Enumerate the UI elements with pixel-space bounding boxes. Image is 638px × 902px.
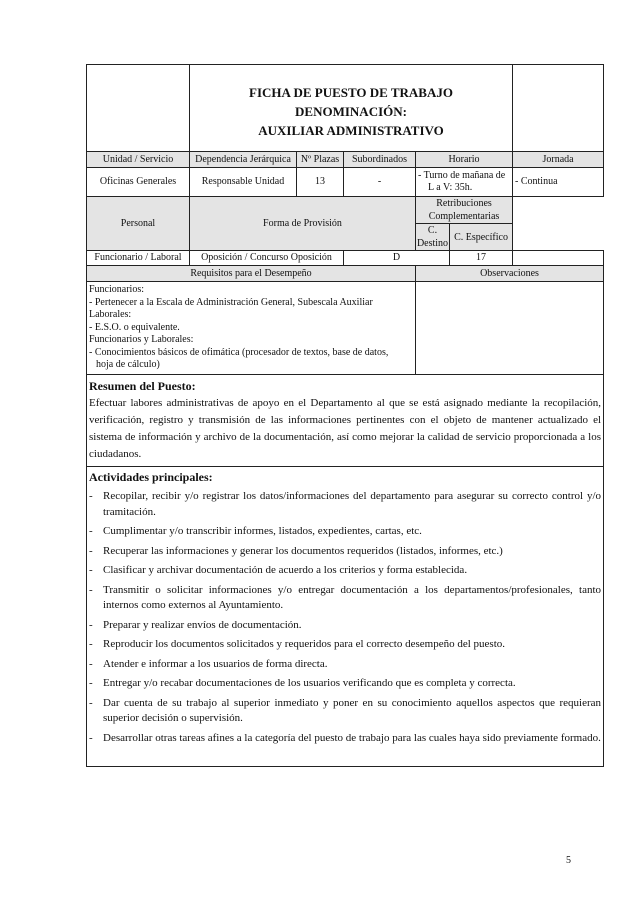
- activity-text: Atender e informar a los usuarios de forma directa.: [103, 657, 328, 670]
- activity-text: Recuperar las informaciones y generar los documentos requeridos (listados, informes, etc.): [103, 544, 503, 557]
- val-plazas: 13: [297, 168, 344, 197]
- hdr-retribuciones: Retribuciones Complementarias: [416, 197, 513, 224]
- val-dependencia: Responsable Unidad: [190, 168, 297, 197]
- hdr-unidad: Unidad / Servicio: [87, 152, 190, 168]
- activity-text: Reproducir los documentos solicitados y requeridos para el correcto desempeño del puesto.: [103, 638, 505, 650]
- job-sheet: [86, 64, 603, 767]
- activity-text: Clasificar y archivar documentación de acuerdo a los criterios y forma establecida.: [103, 564, 468, 576]
- req-line: Funcionarios y Laborales:: [89, 334, 194, 345]
- val-subordinados: -: [344, 168, 416, 197]
- requisitos-cell: [87, 282, 416, 375]
- actividades-list: [89, 489, 601, 746]
- activity-dash: -: [89, 583, 93, 596]
- req-line: Laborales:: [89, 309, 132, 320]
- hdr-especifico: C. Específico: [450, 224, 513, 251]
- activity-dash: -: [89, 638, 93, 650]
- page-title: FICHA DE PUESTO DE TRABAJO: [249, 84, 453, 100]
- activity-item: [89, 657, 601, 673]
- activity-text: Desarrollar otras tareas afines a la categoría del puesto de trabajo para las cuales haya sido previamente formado.: [103, 731, 601, 744]
- activity-dash: -: [89, 544, 93, 557]
- activity-text: Dar cuenta de su trabajo al superior inmediato y poner en su conocimiento aquellos aspectos que requieran superior decisión o supervisión.: [103, 696, 602, 724]
- hdr-forma: Forma de Provisión: [190, 197, 416, 251]
- hdr-horario: Horario: [416, 152, 513, 168]
- activity-text: Entregar y/o recabar documentaciones de los usuarios verificando que es completa y correcta.: [103, 677, 516, 689]
- activity-dash: -: [89, 618, 93, 631]
- activity-dash: -: [89, 525, 93, 537]
- val-forma: Oposición / Concurso Oposición: [190, 251, 344, 266]
- header-left-blank: [87, 65, 190, 152]
- hdr-jornada: Jornada: [513, 152, 604, 168]
- val-unidad: Oficinas Generales: [87, 168, 190, 197]
- header-right-blank: [513, 65, 604, 152]
- resumen-cell: [87, 374, 604, 466]
- val-horario-line1: - Turno de mañana de: [418, 170, 506, 181]
- val-destino: 17: [450, 251, 513, 266]
- hdr-personal: Personal: [87, 197, 190, 251]
- val-personal: Funcionario / Laboral: [87, 251, 190, 266]
- activity-item: [89, 524, 601, 540]
- resumen-title: Resumen del Puesto:: [89, 378, 196, 393]
- hdr-dependencia: Dependencia Jerárquica: [190, 152, 297, 168]
- activity-item: [89, 696, 601, 727]
- actividades-cell: [87, 466, 604, 767]
- activity-item: [89, 637, 601, 653]
- denominacion-label: DENOMINACIÓN:: [295, 103, 407, 119]
- activity-item: [89, 618, 601, 634]
- val-horario-line2: L a V: 35h.: [428, 182, 473, 193]
- activity-item: [89, 731, 601, 747]
- page-number: 5: [566, 855, 571, 866]
- activity-text: Preparar y realizar envíos de documentación.: [103, 618, 302, 631]
- req-line: - Conocimientos básicos de ofimática (procesador de textos, base de datos,: [89, 346, 389, 358]
- activity-item: [89, 489, 601, 520]
- activity-dash: -: [89, 564, 93, 576]
- hdr-observaciones: Observaciones: [416, 266, 604, 282]
- req-line: hoja de cálculo): [96, 359, 160, 370]
- actividades-title: Actividades principales:: [89, 469, 213, 484]
- req-line: - Pertenecer a la Escala de Administración General, Subescala Auxiliar: [89, 296, 373, 308]
- activity-text: Transmitir o solicitar informaciones y/o entregar documentación a los departamentos/profesionales, tanto internos como externos al Ayuntamiento.: [103, 583, 602, 611]
- activity-item: [89, 544, 601, 560]
- activity-dash: -: [89, 490, 93, 502]
- hdr-plazas: Nº Plazas: [297, 152, 344, 168]
- req-line: - E.S.O. o equivalente.: [89, 321, 180, 333]
- job-sheet-table: [86, 64, 604, 767]
- val-especifico: [513, 251, 604, 266]
- activity-item: [89, 563, 601, 579]
- activity-text: Cumplimentar y/o transcribir informes, listados, expedientes, cartas, etc.: [103, 525, 422, 537]
- activity-dash: -: [89, 677, 93, 689]
- hdr-destino: C. Destino: [416, 225, 449, 249]
- activity-dash: -: [89, 657, 93, 670]
- activity-dash: -: [89, 696, 93, 709]
- observaciones-cell: [416, 282, 604, 375]
- req-line: Funcionarios:: [89, 284, 144, 295]
- activity-item: [89, 583, 601, 614]
- val-jornada: - Continua: [513, 168, 604, 197]
- activity-dash: -: [89, 731, 93, 744]
- hdr-requisitos: Requisitos para el Desempeño: [87, 266, 416, 282]
- val-grupo: D: [344, 251, 450, 266]
- title-block: [190, 65, 513, 152]
- denominacion-value: AUXILIAR ADMINISTRATIVO: [258, 122, 444, 138]
- activity-item: [89, 676, 601, 692]
- val-horario: [416, 168, 513, 197]
- hdr-subordinados: Subordinados: [344, 152, 416, 168]
- resumen-text: Efectuar labores administrativas de apoyo en el Departamento al que se está asignado mediante la recopilación, verificación, registro y transmisión de las informaciones pertinentes con el objeto de mantener actualizado el sistema de información y archivo de la documentación, así como mejorar la calidad de servicio proporcionada a los ciudadanos.: [89, 396, 602, 460]
- activity-text: Recopilar, recibir y/o registrar los datos/informaciones del departamento para asegurar su correcto control y/o tramitación.: [103, 490, 602, 518]
